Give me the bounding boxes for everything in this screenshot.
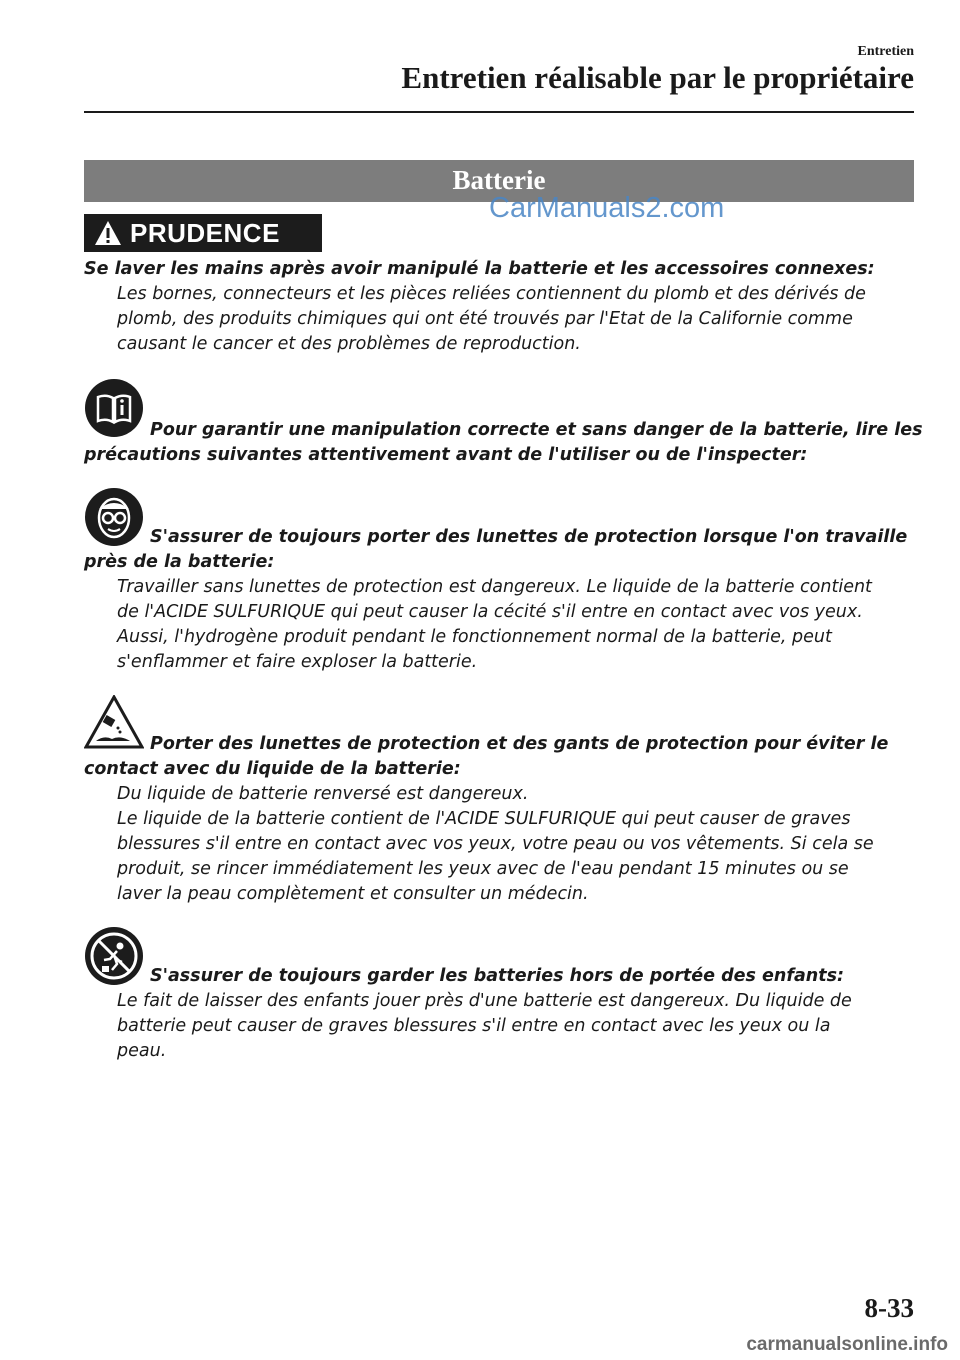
- prudence-text: PRUDENCE: [130, 217, 280, 248]
- block4-line: Le liquide de la batterie contient de l'ACIDE SULFURIQUE qui peut causer de graves: [117, 809, 851, 829]
- block4-line: blessures s'il entre en contact avec vos yeux, votre peau ou vos vêtements. Si cela se: [117, 834, 874, 854]
- block1-heading: Se laver les mains après avoir manipulé la batterie et les accessoires connexes:: [84, 259, 875, 279]
- block3-line: Aussi, l'hydrogène produit pendant le fonctionnement normal de la batterie, peut: [117, 627, 832, 647]
- block2-heading: précautions suivantes attentivement avant de l'utiliser ou de l'inspecter:: [84, 445, 808, 465]
- block5-heading: S'assurer de toujours garder les batteries hors de portée des enfants:: [150, 966, 845, 986]
- block3-line: de l'ACIDE SULFURIQUE qui peut causer la cécité s'il entre en contact avec vos yeux.: [117, 602, 863, 622]
- block5-line: Le fait de laisser des enfants jouer près d'une batterie est dangereux. Du liquide de: [117, 991, 852, 1011]
- block1-line: Les bornes, connecteurs et les pièces reliées contiennent du plomb et des dérivés de: [117, 284, 866, 304]
- block1-line: causant le cancer et des problèmes de reproduction.: [117, 334, 581, 354]
- watermark: CarManuals2.com: [489, 192, 725, 224]
- corrosive-acid-icon: [84, 695, 144, 749]
- manual-book-icon: [84, 378, 144, 438]
- prudence-label: [84, 214, 322, 252]
- keep-away-from-children-icon: [84, 926, 144, 986]
- block4-line: produit, se rincer immédiatement les yeux avec de l'eau pendant 15 minutes ou se: [117, 859, 849, 879]
- block3-heading: S'assurer de toujours porter des lunettes de protection lorsque l'on travaille: [150, 527, 908, 547]
- footer-watermark: carmanualsonline.info: [746, 1334, 948, 1355]
- section-title: Batterie: [452, 165, 546, 195]
- block3-heading: près de la batterie:: [84, 552, 275, 572]
- page-number: 8-33: [864, 1293, 914, 1323]
- header-rule: [84, 111, 914, 113]
- block4-line: Du liquide de batterie renversé est dangereux.: [117, 784, 529, 804]
- block2-heading: Pour garantir une manipulation correcte et sans danger de la batterie, lire les: [150, 420, 923, 440]
- block3-line: Travailler sans lunettes de protection est dangereux. Le liquide de la batterie contient: [117, 577, 872, 597]
- page-title: Entretien réalisable par le propriétaire: [401, 60, 914, 95]
- block4-heading: contact avec du liquide de la batterie:: [84, 759, 461, 779]
- block1-line: plomb, des produits chimiques qui ont été trouvés par l'Etat de la Californie comme: [117, 309, 853, 329]
- safety-goggles-icon: [84, 487, 144, 547]
- section-label: Entretien: [857, 44, 914, 59]
- block3-line: s'enflammer et faire exploser la batterie.: [117, 652, 478, 672]
- block5-line: peau.: [117, 1041, 167, 1061]
- warning-triangle-icon: [94, 220, 122, 246]
- block4-heading: Porter des lunettes de protection et des gants de protection pour éviter le: [150, 734, 889, 754]
- block5-line: batterie peut causer de graves blessures s'il entre en contact avec les yeux ou la: [117, 1016, 831, 1036]
- block4-line: laver la peau complètement et consulter un médecin.: [117, 884, 589, 904]
